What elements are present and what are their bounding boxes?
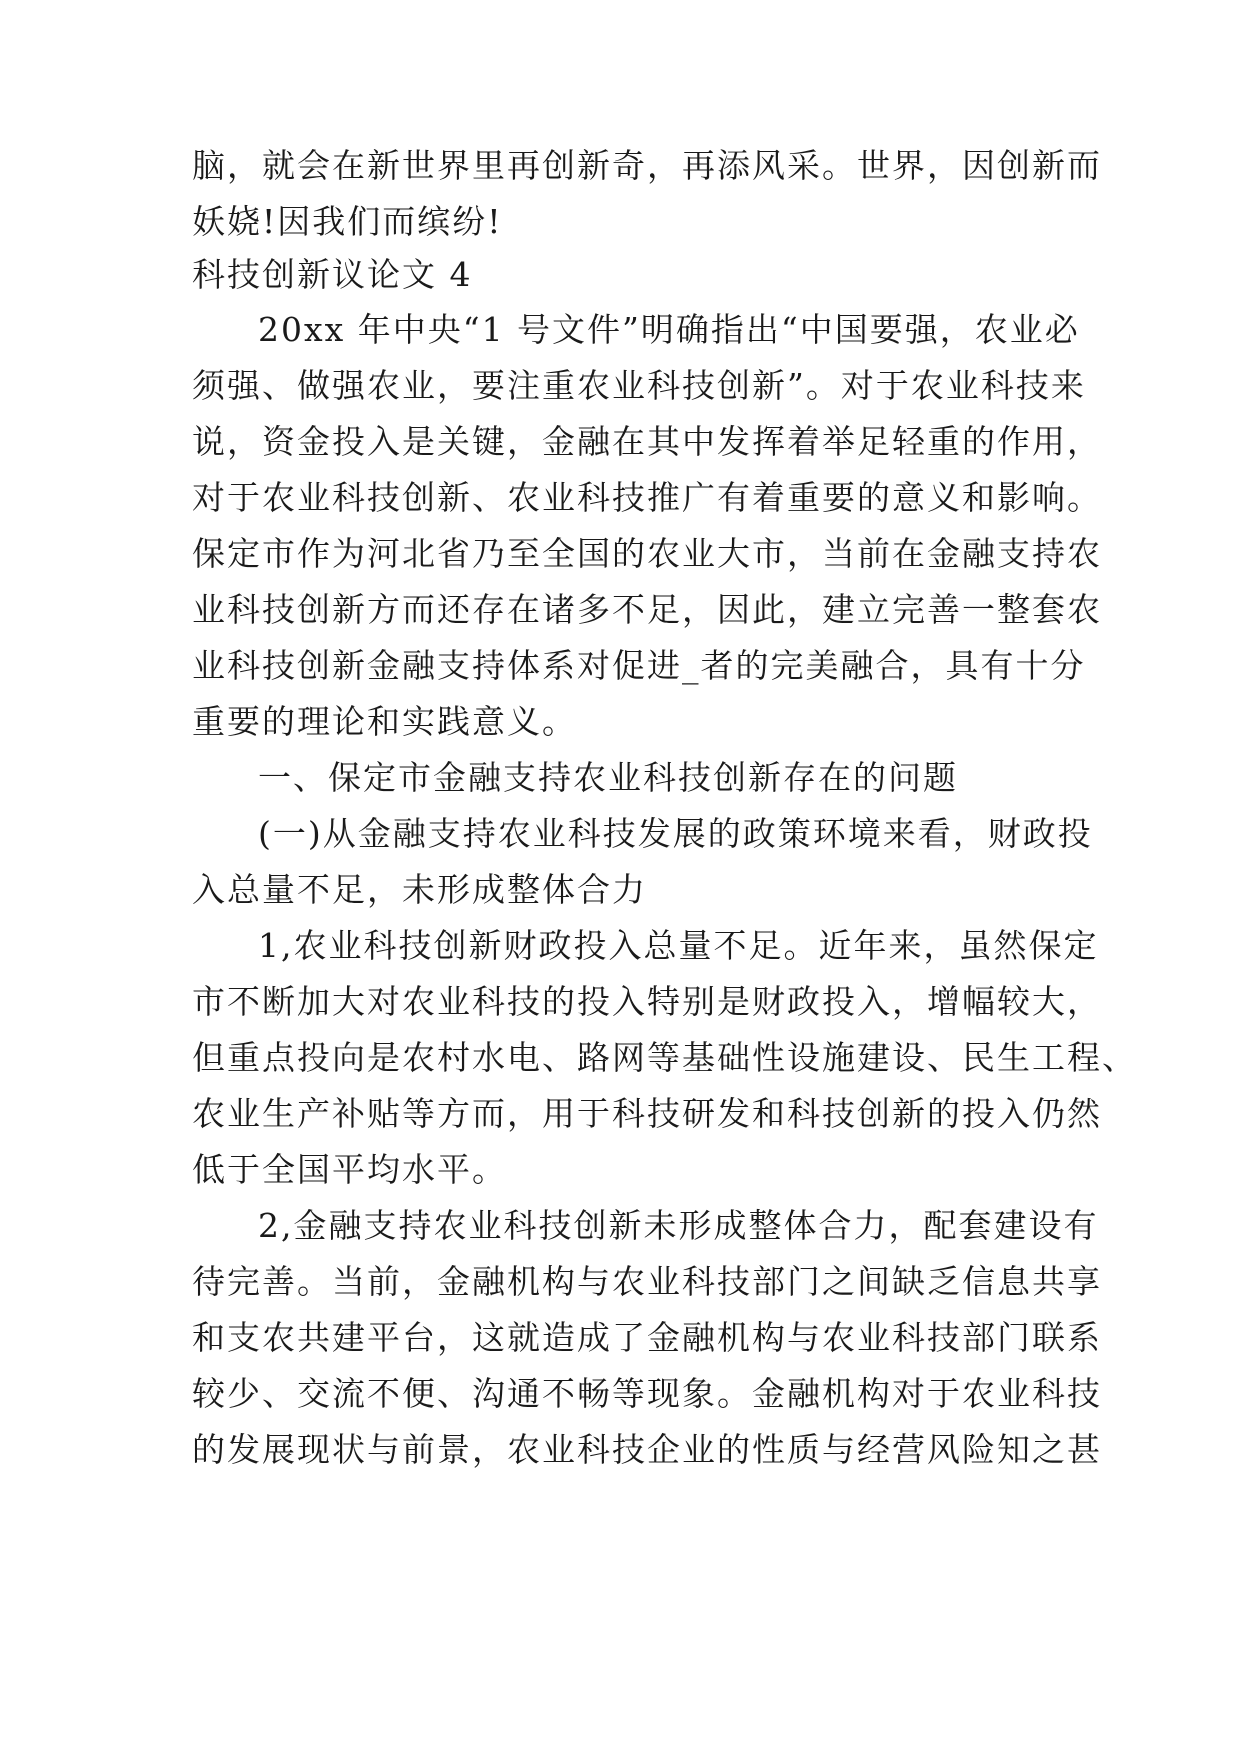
text-line: 业科技创新金融支持体系对促进_者的完美融合，具有十分 xyxy=(192,646,1086,685)
text-line: 待完善。当前，金融机构与农业科技部门之间缺乏信息共享 xyxy=(192,1262,1102,1301)
article-heading: 科技创新议论文 4 xyxy=(192,255,473,294)
text-line: 业科技创新方而还存在诸多不足，因此，建立完善一整套农 xyxy=(192,590,1102,629)
text-line: 对于农业科技创新、农业科技推广有着重要的意义和影响。 xyxy=(192,478,1102,517)
text-line: 低于全国平均水平。 xyxy=(192,1150,507,1189)
text-line: 须强、做强农业，要注重农业科技创新”。对于农业科技来 xyxy=(192,366,1086,405)
text-line: 1,农业科技创新财政投入总量不足。近年来，虽然保定 xyxy=(258,926,1099,965)
text-line: 说，资金投入是关键，金融在其中发挥着举足轻重的作用， xyxy=(192,422,1102,461)
text-line: 20xx 年中央“1 号文件”明确指出“中国要强，农业必 xyxy=(258,310,1080,349)
text-line: 入总量不足，未形成整体合力 xyxy=(192,870,647,909)
section-heading: 一、保定市金融支持农业科技创新存在的问题 xyxy=(258,758,958,797)
text-line: 和支农共建平台，这就造成了金融机构与农业科技部门联系 xyxy=(192,1318,1102,1357)
text-line: 脑，就会在新世界里再创新奇，再添风采。世界，因创新而 xyxy=(192,146,1102,185)
text-line: (一)从金融支持农业科技发展的政策环境来看，财政投 xyxy=(258,814,1093,853)
text-line: 较少、交流不便、沟通不畅等现象。金融机构对于农业科技 xyxy=(192,1374,1102,1413)
text-line: 妖娆!因我们而缤纷! xyxy=(192,202,503,241)
text-line: 保定市作为河北省乃至全国的农业大市，当前在金融支持农 xyxy=(192,534,1102,573)
text-line: 2,金融支持农业科技创新未形成整体合力，配套建设有 xyxy=(258,1206,1099,1245)
text-line: 的发展现状与前景，农业科技企业的性质与经营风险知之甚 xyxy=(192,1430,1102,1469)
text-line: 农业生产补贴等方而，用于科技研发和科技创新的投入仍然 xyxy=(192,1094,1102,1133)
text-line: 市不断加大对农业科技的投入特别是财政投入，增幅较大， xyxy=(192,982,1102,1021)
text-line: 重要的理论和实践意义。 xyxy=(192,702,577,741)
text-line: 但重点投向是农村水电、路网等基础性设施建设、民生工程、 xyxy=(192,1038,1137,1077)
